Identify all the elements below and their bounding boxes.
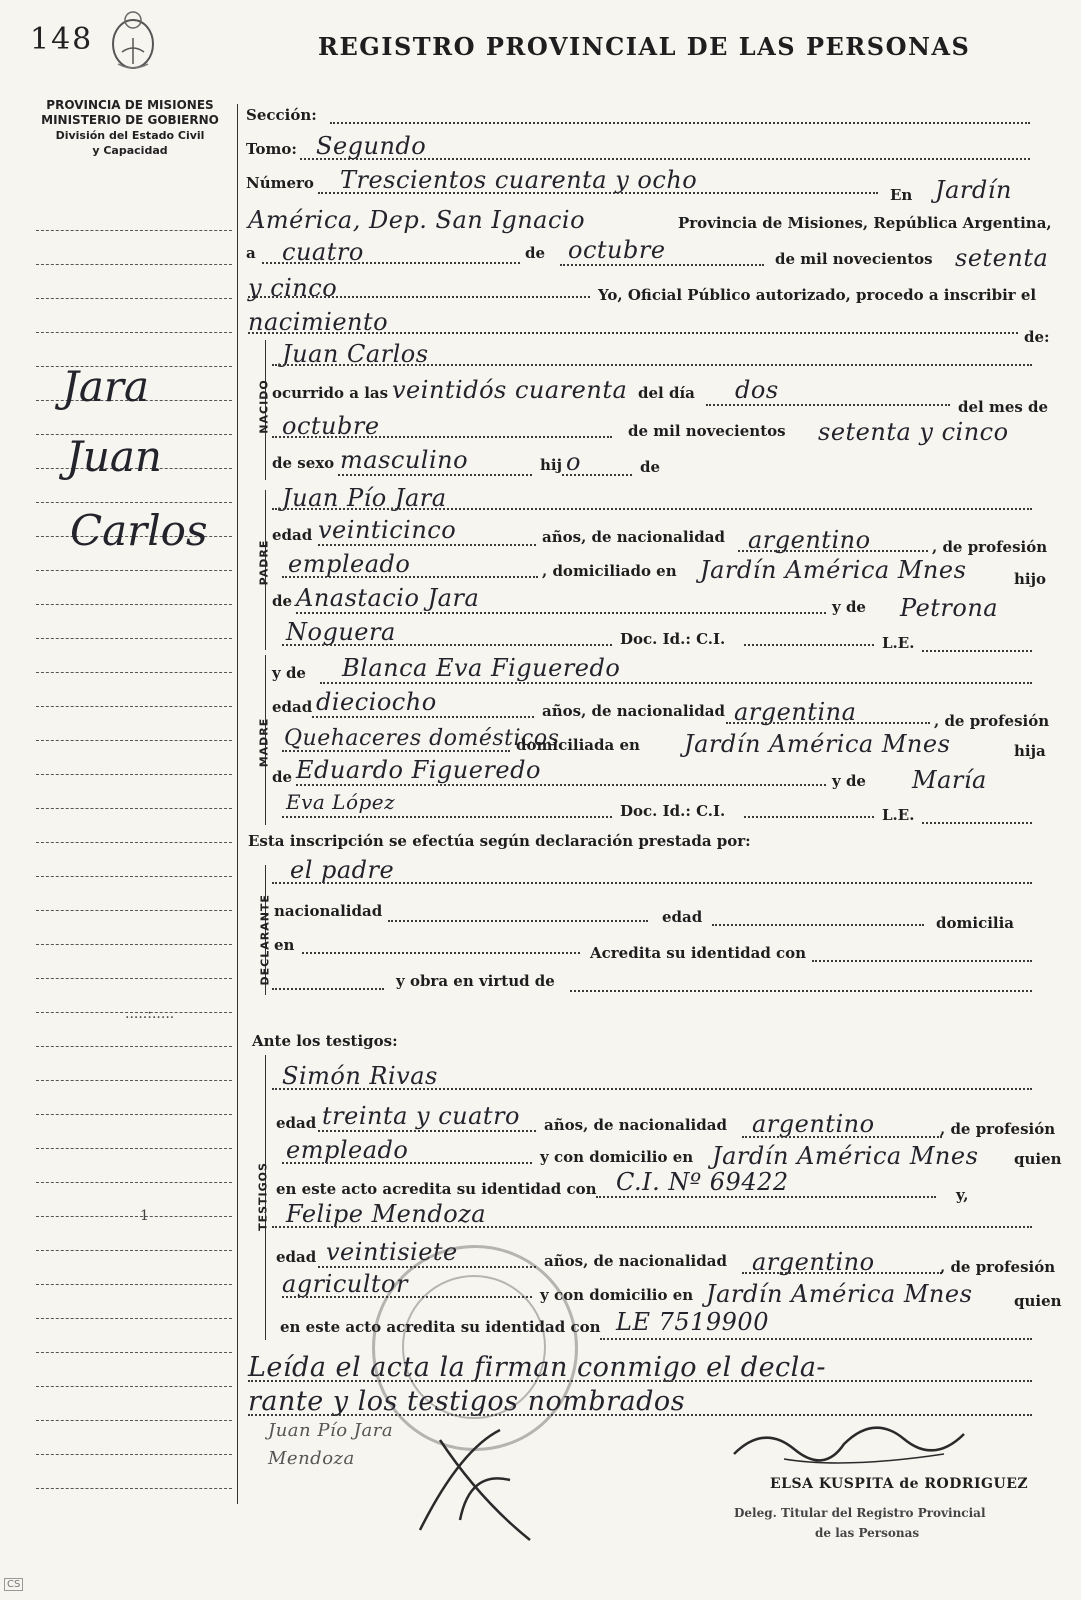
madre-hija-label: hija — [1014, 742, 1046, 760]
label-nacido: NACIDO — [257, 379, 271, 434]
padre-le-label: L.E. — [882, 634, 915, 652]
de-label-record: de — [525, 244, 546, 262]
padre-nombre: Juan Pío Jara — [282, 484, 447, 512]
margin-ruled-line — [36, 1216, 232, 1217]
padre-domicilio-label: , domiciliado en — [542, 562, 677, 580]
margin-second-name: Carlos — [70, 506, 208, 555]
cierre-linea-2: rante y los testigos nombrados — [248, 1386, 686, 1417]
official-name: ELSA KUSPITA de RODRIGUEZ — [770, 1476, 1029, 1492]
signature-padre: Juan Pío Jara — [268, 1420, 394, 1441]
issuer-block — [30, 98, 230, 158]
ocurrido-label: ocurrido a las — [272, 384, 389, 402]
label-padre: PADRE — [257, 539, 271, 586]
numero-value: Trescientos cuarenta y ocho — [340, 166, 698, 194]
padre-padre-de: Anastacio Jara — [296, 584, 480, 612]
testigos-intro: Ante los testigos: — [252, 1032, 398, 1050]
padre-madre-de-1: Petrona — [900, 594, 999, 622]
nacido-hora: veintidós cuarenta — [392, 376, 628, 404]
margin-ruled-line — [36, 1420, 232, 1421]
margin-ruled-line — [36, 264, 232, 265]
lugar-part1: Jardín — [935, 176, 1012, 204]
t1-nombre: Simón Rivas — [282, 1062, 438, 1090]
label-madre: MADRE — [257, 717, 271, 768]
padre-profesion-label: , de profesión — [932, 538, 1048, 556]
margin-ruled-line — [36, 1318, 232, 1319]
page-title: REGISTRO PROVINCIAL DE LAS PERSONAS — [318, 32, 971, 61]
issuer-division: División del Estado Civil — [55, 129, 205, 142]
nacido-mes: octubre — [282, 412, 380, 440]
t1-quien-label: quien — [1014, 1150, 1062, 1168]
en-label: En — [890, 186, 913, 204]
declarante-nacionalidad-label: nacionalidad — [274, 902, 383, 920]
t2-edad-label: edad — [276, 1248, 317, 1266]
padre-y-de-label: y de — [832, 598, 866, 616]
margin-ruled-line — [36, 1386, 232, 1387]
madre-y-de-label: y de — [272, 664, 306, 682]
corner-mark: CS — [4, 1578, 23, 1591]
anio-part2: y cinco — [248, 274, 338, 302]
a-label: a — [246, 244, 256, 262]
margin-ruled-line — [36, 230, 232, 231]
madre-profesion-label: , de profesión — [934, 712, 1050, 730]
margin-divider — [237, 104, 238, 1504]
numero-label: Número — [246, 174, 314, 192]
declarante-acredita-label: Acredita su identidad con — [590, 944, 807, 962]
t1-profesion: empleado — [286, 1136, 409, 1164]
t2-acredita-label: en este acto acredita su identidad con — [280, 1318, 601, 1336]
declarante-intro: Esta inscripción se efectúa según declaración prestada por: — [248, 832, 751, 850]
label-testigos: TESTIGOS — [256, 1162, 270, 1231]
issuer-capacity: y Capacidad — [92, 144, 168, 157]
page-number: 148 — [30, 22, 94, 57]
margin-ruled-line — [36, 1148, 232, 1149]
margin-ruled-line — [36, 706, 232, 707]
margin-ruled-line — [36, 672, 232, 673]
signature-testigo: Mendoza — [268, 1448, 355, 1469]
t1-con-domicilio-label: y con domicilio en — [540, 1148, 694, 1166]
margin-ruled-line — [36, 774, 232, 775]
margin-ruled-line — [36, 1488, 232, 1489]
margin-ruled-line — [36, 1454, 232, 1455]
mil-novecientos-label: de mil novecientos — [775, 250, 933, 268]
declarante-domicilia-label: domicilia — [936, 914, 1015, 932]
oficial-text: Yo, Oficial Público autorizado, procedo a inscribir el — [598, 286, 1037, 304]
declarante-obra-label: y obra en virtud de — [396, 972, 555, 990]
nacido-dia: dos — [735, 376, 779, 404]
del-dia-label: del día — [638, 384, 695, 402]
de-colon-label: de: — [1024, 328, 1050, 346]
margin-ruled-line — [36, 1046, 232, 1047]
t2-domicilio: Jardín América Mnes — [706, 1280, 973, 1308]
madre-nacionalidad: argentina — [734, 698, 857, 726]
margin-ruled-line — [36, 740, 232, 741]
registry-stamp-inner-icon — [402, 1275, 546, 1419]
margin-ruled-line — [36, 298, 232, 299]
t1-domicilio: Jardín América Mnes — [712, 1142, 979, 1170]
signature-scribble-icon — [400, 1410, 560, 1550]
del-mes-label: del mes de — [958, 398, 1049, 416]
margin-surname: Jara — [62, 362, 149, 411]
official-title-1: Deleg. Titular del Registro Provincial — [734, 1506, 986, 1520]
acto-value: nacimiento — [248, 308, 389, 336]
margin-ruled-line — [36, 502, 232, 503]
t2-doc: LE 7519900 — [616, 1308, 769, 1336]
anio-part1: setenta — [955, 244, 1049, 272]
seccion-label: Sección: — [246, 106, 317, 124]
madre-madre-de-1: María — [912, 766, 987, 794]
madre-padre-de: Eduardo Figueredo — [296, 756, 541, 784]
t1-profesion-label: , de profesión — [940, 1120, 1056, 1138]
margin-ruled-line — [36, 978, 232, 979]
margin-ruled-line — [36, 1182, 232, 1183]
t2-profesion: agricultor — [282, 1270, 408, 1298]
margin-mark-1: .....:..... — [125, 1006, 175, 1022]
t1-edad-label: edad — [276, 1114, 317, 1132]
nacido-mil-label: de mil novecientos — [628, 422, 786, 440]
madre-edad: dieciocho — [316, 688, 437, 716]
t2-nombre: Felipe Mendoza — [286, 1200, 487, 1228]
t1-acredita-label: en este acto acredita su identidad con — [276, 1180, 597, 1198]
hij-suffix: o — [566, 448, 581, 476]
madre-domicilio-label: domiciliada en — [516, 736, 640, 754]
madre-edad-label: edad — [272, 698, 313, 716]
margin-ruled-line — [36, 808, 232, 809]
madre-profesion: Quehaceres domésticos — [284, 726, 560, 751]
margin-first-name: Juan — [66, 432, 162, 481]
t2-nacionalidad: argentino — [752, 1248, 875, 1276]
margin-ruled-line — [36, 332, 232, 333]
margin-ruled-line — [36, 944, 232, 945]
cierre-linea-1: Leída el acta la firman conmigo el decla- — [248, 1352, 827, 1383]
issuer-province: PROVINCIA DE MISIONES — [46, 98, 214, 112]
madre-anios-label: años, de nacionalidad — [542, 702, 725, 720]
t1-doc: C.I. Nº 69422 — [616, 1168, 789, 1196]
t1-nacionalidad: argentino — [752, 1110, 875, 1138]
madre-madre-de-2: Eva López — [286, 790, 396, 814]
margin-ruled-line — [36, 1352, 232, 1353]
hij-label: hij — [540, 456, 563, 474]
t2-edad: veintisiete — [326, 1238, 458, 1266]
t1-y-label: y, — [956, 1186, 969, 1204]
padre-hijo-label: hijo — [1014, 570, 1047, 588]
padre-profesion: empleado — [288, 550, 411, 578]
margin-ruled-line — [36, 638, 232, 639]
official-title-2: de las Personas — [815, 1526, 920, 1540]
declarante-edad-label: edad — [662, 908, 703, 926]
margin-ruled-line — [36, 876, 232, 877]
margin-ruled-line — [36, 604, 232, 605]
margin-ruled-line — [36, 570, 232, 571]
padre-de-label: de — [272, 592, 293, 610]
padre-anios-label: años, de nacionalidad — [542, 528, 725, 546]
madre-domicilio: Jardín América Mnes — [684, 730, 951, 758]
declarante-quien: el padre — [290, 856, 395, 884]
margin-ruled-line — [36, 842, 232, 843]
madre-le-label: L.E. — [882, 806, 915, 824]
margin-ruled-line — [36, 1080, 232, 1081]
t2-quien-label: quien — [1014, 1292, 1062, 1310]
t2-con-domicilio-label: y con domicilio en — [540, 1286, 694, 1304]
padre-edad: veinticinco — [318, 516, 457, 544]
margin-ruled-line — [36, 1114, 232, 1115]
margin-ruled-line — [36, 910, 232, 911]
label-declarante: DECLARANTE — [258, 894, 272, 986]
padre-domicilio: Jardín América Mnes — [700, 556, 967, 584]
madre-doc-label: Doc. Id.: C.I. — [620, 802, 726, 820]
sexo-label: de sexo — [272, 454, 335, 472]
tomo-label: Tomo: — [246, 140, 297, 158]
lugar-part2: América, Dep. San Ignacio — [248, 206, 586, 234]
padre-doc-label: Doc. Id.: C.I. — [620, 630, 726, 648]
t1-anios-label: años, de nacionalidad — [544, 1116, 727, 1134]
madre-y-de2-label: y de — [832, 772, 866, 790]
dia-inscripcion: cuatro — [282, 238, 364, 266]
official-signature-icon — [724, 1404, 974, 1474]
padre-nacionalidad: argentino — [748, 526, 871, 554]
nacido-nombre: Juan Carlos — [282, 340, 429, 368]
coat-of-arms-icon — [108, 8, 158, 72]
declarante-en-label: en — [274, 936, 295, 954]
t2-profesion-label: , de profesión — [940, 1258, 1056, 1276]
madre-nombre: Blanca Eva Figueredo — [342, 654, 621, 682]
t2-anios-label: años, de nacionalidad — [544, 1252, 727, 1270]
margin-ruled-line — [36, 1250, 232, 1251]
nacido-anio: setenta y cinco — [818, 418, 1009, 446]
margin-mark-2: 1 — [140, 1208, 149, 1224]
padre-madre-de-2: Noguera — [286, 618, 396, 646]
t1-edad: treinta y cuatro — [322, 1102, 520, 1130]
nacido-sexo: masculino — [340, 446, 469, 474]
tomo-value: Segundo — [316, 132, 427, 160]
nacido-de-label: de — [640, 458, 661, 476]
padre-edad-label: edad — [272, 526, 313, 544]
mes-inscripcion: octubre — [568, 236, 666, 264]
issuer-ministry: MINISTERIO DE GOBIERNO — [41, 113, 219, 127]
margin-ruled-line — [36, 1284, 232, 1285]
provincia-text: Provincia de Misiones, República Argentina, — [678, 214, 1052, 232]
madre-de-label: de — [272, 768, 293, 786]
